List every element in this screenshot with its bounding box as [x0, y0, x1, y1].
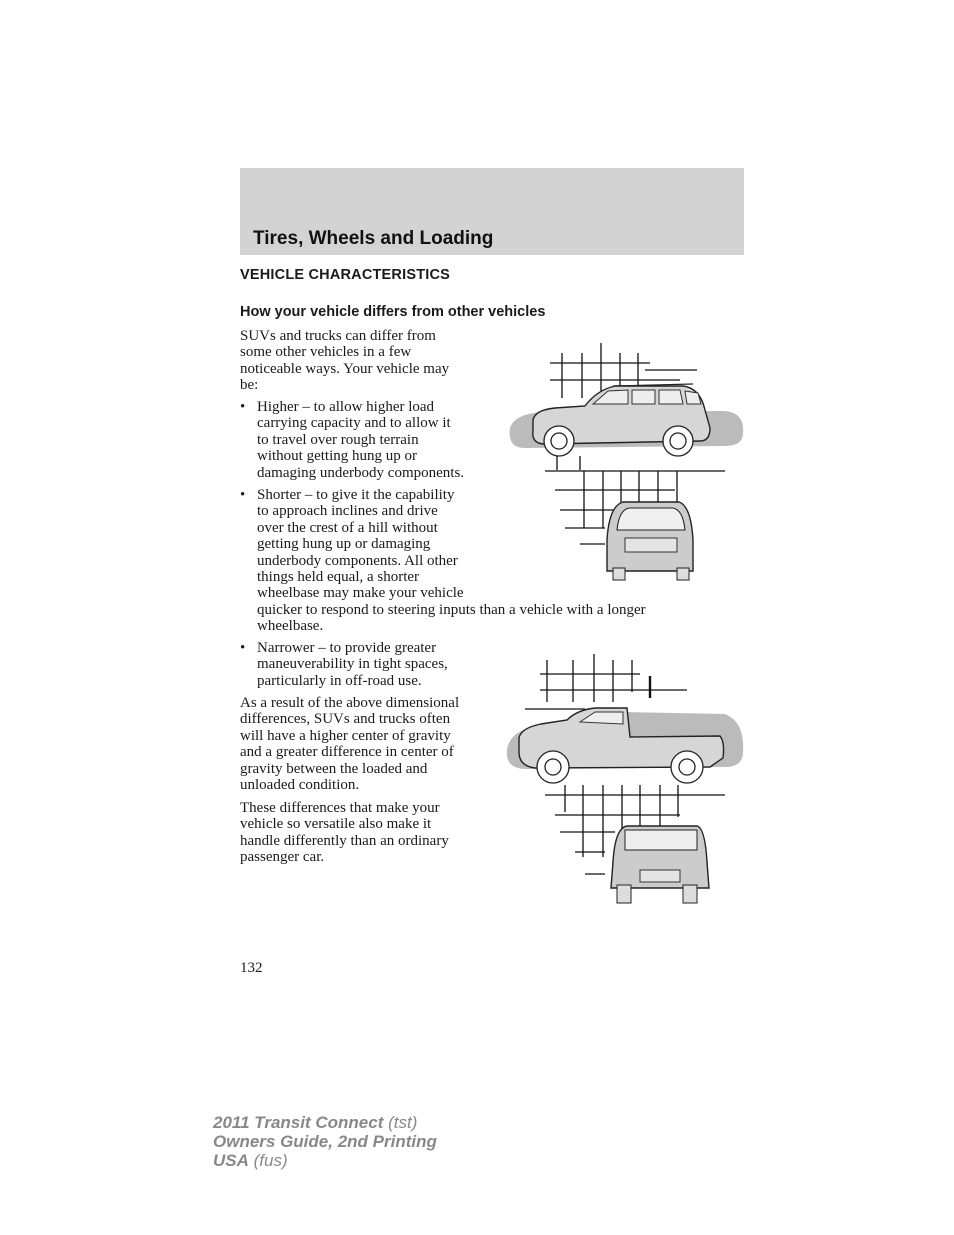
text-line: differences, SUVs and trucks often	[240, 711, 451, 728]
text-line: some other vehicles in a few	[240, 344, 412, 361]
text-line: gravity between the loaded and	[240, 760, 428, 777]
text-line: Narrower – to provide greater	[257, 640, 437, 656]
bullet-marker: •	[240, 487, 246, 503]
footer-model: 2011 Transit Connect	[213, 1113, 384, 1132]
text-line: damaging underbody components.	[257, 464, 465, 481]
footer-guide: Owners Guide, 2nd Printing	[213, 1132, 437, 1151]
text-line: maneuverability in tight spaces,	[257, 656, 448, 673]
section-title: Tires, Wheels and Loading	[253, 228, 494, 249]
footer-region: USA	[213, 1151, 249, 1170]
bullet-narrower	[240, 640, 448, 689]
text-line: and a greater difference in center of	[240, 744, 454, 761]
text-line: be:	[240, 377, 259, 394]
text-line: These differences that make your	[240, 800, 440, 816]
intro-paragraph	[240, 328, 449, 394]
text-line: to approach inclines and drive	[257, 503, 438, 520]
text-line: vehicle so versatile also make it	[240, 816, 432, 833]
text-line: handle differently than an ordinary	[240, 832, 449, 849]
text-line: getting hung up or damaging	[257, 536, 431, 553]
footer-model-code: (tst)	[383, 1113, 418, 1132]
text-line: to travel over rough terrain	[257, 431, 419, 448]
page-number: 132	[240, 960, 263, 976]
text-line: quicker to respond to steering inputs than a vehicle with a longer	[257, 601, 646, 618]
text-line: particularly in off-road use.	[257, 672, 422, 689]
vehicle-differences-subheading: How your vehicle differs from other vehicles	[240, 304, 546, 320]
vehicle-characteristics-heading: VEHICLE CHARACTERISTICS	[240, 267, 451, 283]
text-line: passenger car.	[240, 849, 325, 866]
suv-illustration	[505, 338, 745, 583]
text-line: carrying capacity and to allow it	[257, 415, 451, 432]
bullet-marker: •	[240, 640, 246, 656]
handling-paragraph	[240, 800, 449, 866]
text-line: wheelbase.	[257, 618, 324, 635]
text-line: wheelbase may make your vehicle	[257, 585, 464, 602]
text-line: underbody components. All other	[257, 552, 458, 569]
text-line: without getting hung up or	[257, 448, 417, 465]
text-line: things held equal, a shorter	[257, 569, 420, 586]
bullet-higher	[240, 399, 465, 481]
text-line: noticeable ways. Your vehicle may	[240, 360, 450, 377]
text-line: Higher – to allow higher load	[257, 399, 435, 415]
truck-illustration	[505, 652, 745, 907]
text-line: will have a higher center of gravity	[240, 727, 451, 744]
text-line: As a result of the above dimensional	[240, 695, 460, 711]
bullet-marker: •	[240, 399, 246, 415]
center-of-gravity-paragraph	[240, 695, 459, 793]
text-line: unloaded condition.	[240, 777, 360, 794]
text-line: Shorter – to give it the capability	[257, 487, 455, 503]
footer-region-code: (fus)	[248, 1151, 288, 1170]
footer	[213, 1113, 437, 1170]
text-line: SUVs and trucks can differ from	[240, 328, 436, 344]
text-line: over the crest of a hill without	[257, 519, 438, 536]
